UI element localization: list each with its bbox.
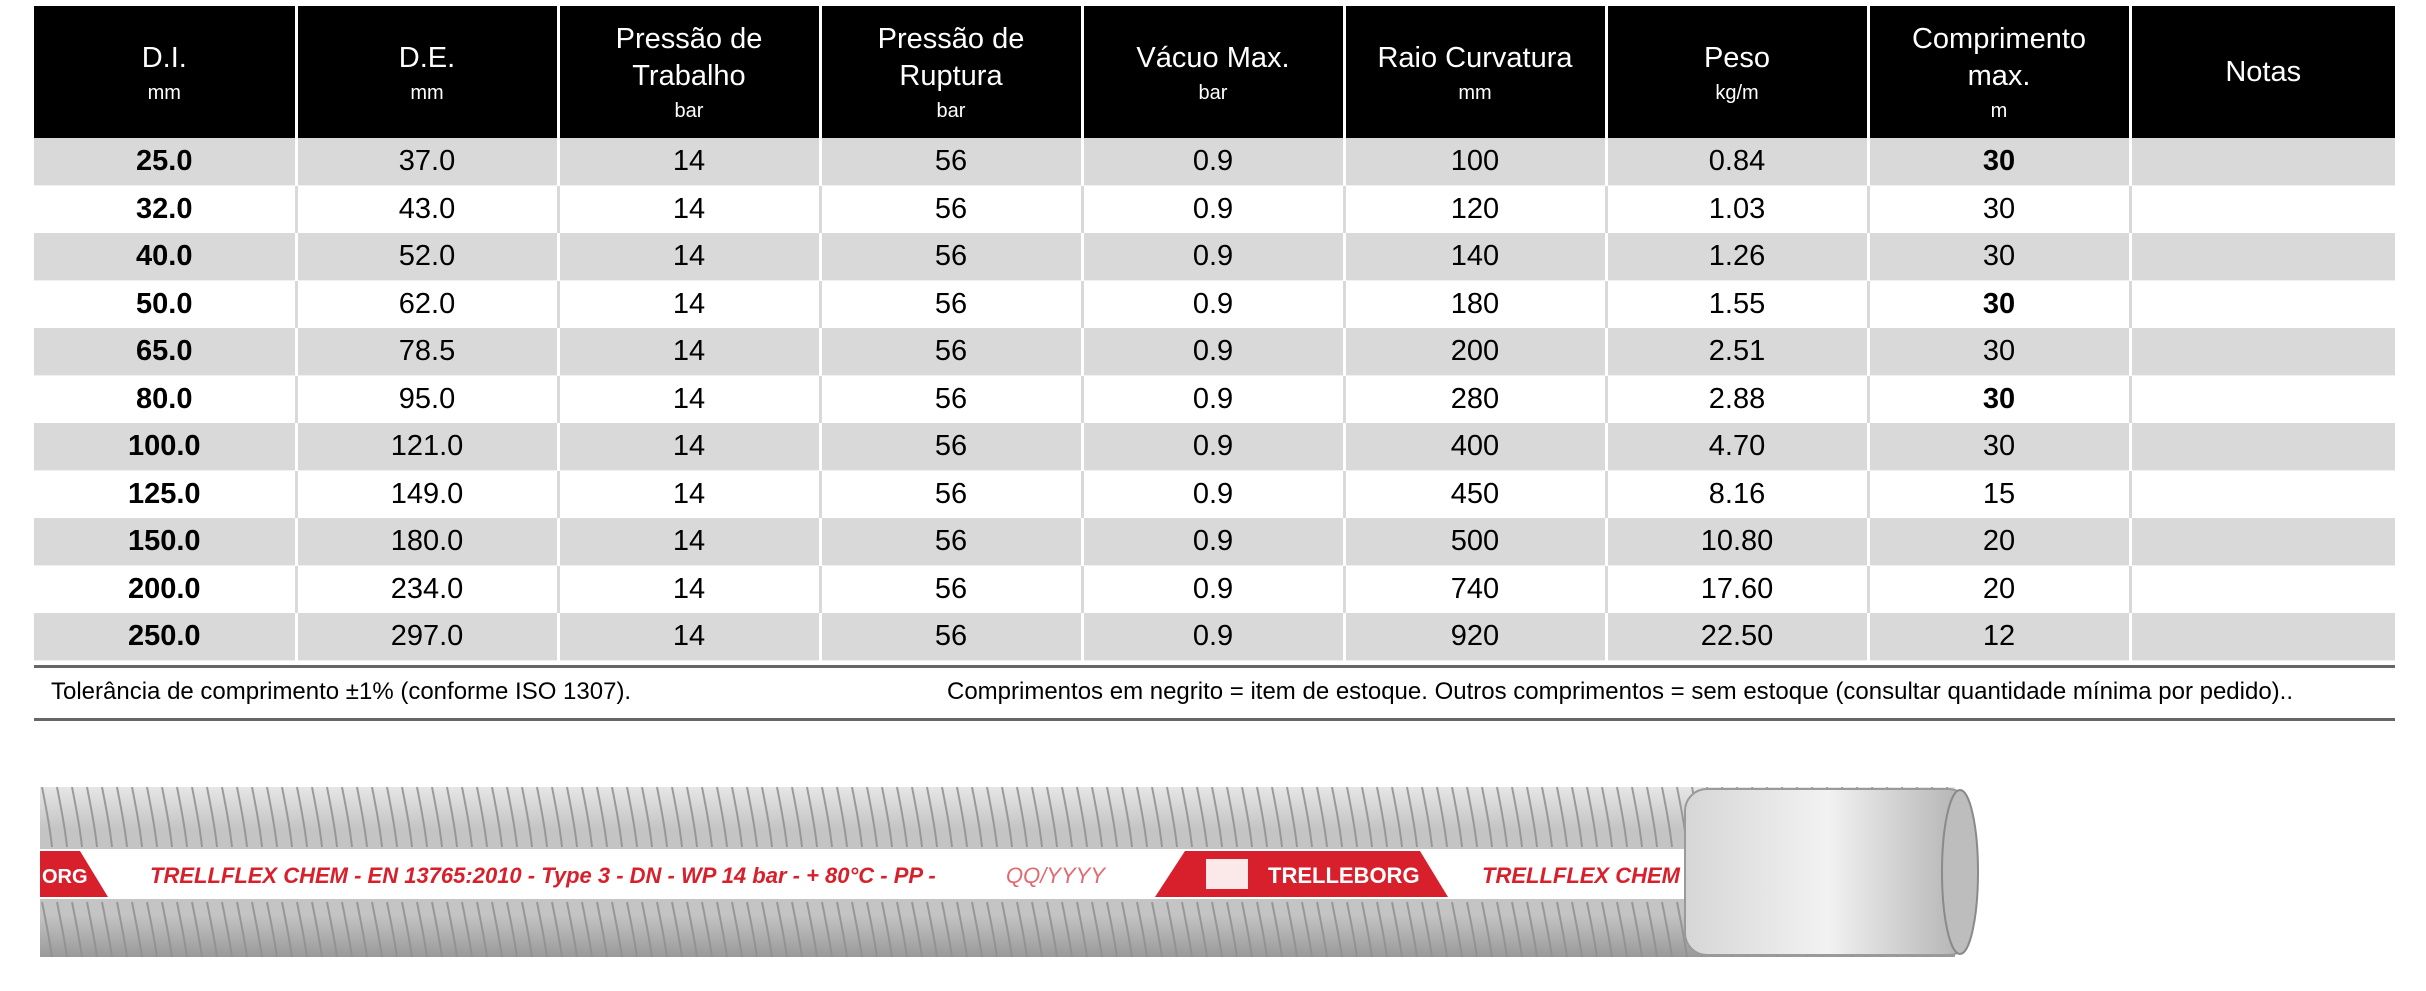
- column-header-label: D.E.: [398, 41, 456, 74]
- working-pressure-cell: 14: [558, 376, 820, 424]
- vacuum-cell: 0.9: [1082, 138, 1344, 186]
- outer-diameter-cell: 95.0: [296, 376, 558, 424]
- column-header-unit: bar: [674, 100, 704, 122]
- working-pressure-cell: 14: [558, 328, 820, 376]
- weight-cell: 0.84: [1606, 138, 1868, 186]
- bend-radius-cell: 200: [1344, 328, 1606, 376]
- inner-diameter-cell: 125.0: [34, 471, 296, 519]
- hose-brand-text-2: TRELLFLEX CHEM: [1482, 863, 1680, 888]
- inner-diameter-cell: 200.0: [34, 566, 296, 614]
- bend-radius-cell: 140: [1344, 233, 1606, 281]
- burst-pressure-cell: 56: [820, 281, 1082, 329]
- weight-cell: 2.88: [1606, 376, 1868, 424]
- bend-radius-cell: 400: [1344, 423, 1606, 471]
- max-length-cell: 20: [1868, 518, 2130, 566]
- notes-cell: [2130, 138, 2395, 186]
- vacuum-cell: 0.9: [1082, 186, 1344, 234]
- working-pressure-cell: 14: [558, 423, 820, 471]
- inner-diameter-cell: 25.0: [34, 138, 296, 186]
- max-length-cell: 12: [1868, 613, 2130, 661]
- bend-radius-cell: 280: [1344, 376, 1606, 424]
- working-pressure-cell: 14: [558, 138, 820, 186]
- hose-cut-end: [1685, 789, 1978, 955]
- working-pressure-cell: 14: [558, 233, 820, 281]
- bend-radius-cell: 740: [1344, 566, 1606, 614]
- working-pressure-cell: 14: [558, 281, 820, 329]
- table-row: [34, 423, 2395, 471]
- weight-cell: 22.50: [1606, 613, 1868, 661]
- column-header-unit: bar: [936, 100, 966, 122]
- inner-diameter-cell: 150.0: [34, 518, 296, 566]
- column-header: [2130, 6, 2395, 138]
- vacuum-cell: 0.9: [1082, 423, 1344, 471]
- column-header: [558, 6, 820, 138]
- bend-radius-cell: 100: [1344, 138, 1606, 186]
- column-header-label: Peso: [1703, 41, 1771, 74]
- working-pressure-cell: 14: [558, 518, 820, 566]
- notes-cell: [2130, 423, 2395, 471]
- max-length-cell: 30: [1868, 328, 2130, 376]
- max-length-cell: 30: [1868, 423, 2130, 471]
- column-header: [1344, 6, 1606, 138]
- table-row: [34, 328, 2395, 376]
- bend-radius-cell: 500: [1344, 518, 1606, 566]
- table-row: [34, 186, 2395, 234]
- max-length-cell: 30: [1868, 281, 2130, 329]
- inner-diameter-cell: 40.0: [34, 233, 296, 281]
- hose-date-code: QQ/YYYY: [1006, 863, 1106, 888]
- notes-cell: [2130, 613, 2395, 661]
- max-length-cell: 30: [1868, 376, 2130, 424]
- burst-pressure-cell: 56: [820, 376, 1082, 424]
- outer-diameter-cell: 43.0: [296, 186, 558, 234]
- notes-cell: [2130, 376, 2395, 424]
- vacuum-cell: 0.9: [1082, 233, 1344, 281]
- table-row: [34, 566, 2395, 614]
- outer-diameter-cell: 149.0: [296, 471, 558, 519]
- column-header-label: D.I.: [141, 41, 187, 74]
- vacuum-cell: 0.9: [1082, 613, 1344, 661]
- burst-pressure-cell: 56: [820, 518, 1082, 566]
- table-row: [34, 613, 2395, 661]
- max-length-cell: 30: [1868, 138, 2130, 186]
- burst-pressure-cell: 56: [820, 138, 1082, 186]
- table-body: [34, 138, 2395, 661]
- weight-cell: 1.26: [1606, 233, 1868, 281]
- max-length-cell: 15: [1868, 471, 2130, 519]
- burst-pressure-cell: 56: [820, 566, 1082, 614]
- column-header-label: Pressão de Trabalho: [615, 23, 763, 92]
- vacuum-cell: 0.9: [1082, 328, 1344, 376]
- hose-product-image: [40, 787, 1980, 957]
- working-pressure-cell: 14: [558, 613, 820, 661]
- notes-cell: [2130, 566, 2395, 614]
- outer-diameter-cell: 62.0: [296, 281, 558, 329]
- bend-radius-cell: 450: [1344, 471, 1606, 519]
- outer-diameter-cell: 52.0: [296, 233, 558, 281]
- column-header-label: Raio Curvatura: [1377, 41, 1573, 74]
- column-header: [34, 6, 296, 138]
- table-row: [34, 518, 2395, 566]
- trelleborg-logo-icon: [1206, 859, 1248, 889]
- vacuum-cell: 0.9: [1082, 471, 1344, 519]
- burst-pressure-cell: 56: [820, 471, 1082, 519]
- weight-cell: 4.70: [1606, 423, 1868, 471]
- working-pressure-cell: 14: [558, 186, 820, 234]
- burst-pressure-cell: 56: [820, 186, 1082, 234]
- notes-cell: [2130, 518, 2395, 566]
- vacuum-cell: 0.9: [1082, 566, 1344, 614]
- working-pressure-cell: 14: [558, 566, 820, 614]
- column-header: [1606, 6, 1868, 138]
- table-row: [34, 233, 2395, 281]
- column-header-unit: mm: [147, 81, 181, 104]
- tolerance-note: Tolerância de comprimento ±1% (conforme ISO 1307).: [51, 678, 632, 705]
- weight-cell: 10.80: [1606, 518, 1868, 566]
- column-header: [296, 6, 558, 138]
- notes-cell: [2130, 233, 2395, 281]
- stock-legend-note: Comprimentos em negrito = item de estoque. Outros comprimentos = sem estoque (consultar quantidade mínima por pedido)..: [947, 678, 2294, 705]
- weight-cell: 1.55: [1606, 281, 1868, 329]
- burst-pressure-cell: 56: [820, 233, 1082, 281]
- column-header-unit: mm: [1458, 81, 1492, 104]
- outer-diameter-cell: 78.5: [296, 328, 558, 376]
- column-header-label: Comprimento max.: [1911, 23, 2087, 92]
- bend-radius-cell: 920: [1344, 613, 1606, 661]
- bend-radius-cell: 120: [1344, 186, 1606, 234]
- weight-cell: 17.60: [1606, 566, 1868, 614]
- inner-diameter-cell: 250.0: [34, 613, 296, 661]
- burst-pressure-cell: 56: [820, 613, 1082, 661]
- max-length-cell: 30: [1868, 233, 2130, 281]
- outer-diameter-cell: 180.0: [296, 518, 558, 566]
- weight-cell: 8.16: [1606, 471, 1868, 519]
- inner-diameter-cell: 50.0: [34, 281, 296, 329]
- burst-pressure-cell: 56: [820, 423, 1082, 471]
- bend-radius-cell: 180: [1344, 281, 1606, 329]
- outer-diameter-cell: 234.0: [296, 566, 558, 614]
- outer-diameter-cell: 37.0: [296, 138, 558, 186]
- max-length-cell: 20: [1868, 566, 2130, 614]
- column-header: [1868, 6, 2130, 138]
- inner-diameter-cell: 80.0: [34, 376, 296, 424]
- column-header-unit: kg/m: [1715, 81, 1759, 104]
- outer-diameter-cell: 121.0: [296, 423, 558, 471]
- column-header-unit: m: [1990, 100, 2008, 122]
- table-row: [34, 471, 2395, 519]
- vacuum-cell: 0.9: [1082, 518, 1344, 566]
- weight-cell: 2.51: [1606, 328, 1868, 376]
- table-row: [34, 376, 2395, 424]
- trelleborg-logo-text: TRELLEBORG: [1268, 863, 1420, 888]
- inner-diameter-cell: 100.0: [34, 423, 296, 471]
- header-row: [34, 6, 2395, 138]
- spec-table: [34, 6, 2395, 661]
- notes-cell: [2130, 281, 2395, 329]
- outer-diameter-cell: 297.0: [296, 613, 558, 661]
- column-header-unit: bar: [1198, 81, 1228, 104]
- vacuum-cell: 0.9: [1082, 281, 1344, 329]
- inner-diameter-cell: 32.0: [34, 186, 296, 234]
- column-header-unit: mm: [410, 81, 444, 104]
- notes-cell: [2130, 186, 2395, 234]
- vacuum-cell: 0.9: [1082, 376, 1344, 424]
- column-header-label: Vácuo Max.: [1136, 41, 1290, 74]
- hose-edge-fragment: ORG: [42, 866, 88, 888]
- column-header: [820, 6, 1082, 138]
- weight-cell: 1.03: [1606, 186, 1868, 234]
- table-header: [34, 6, 2395, 138]
- notes-cell: [2130, 328, 2395, 376]
- notes-cell: [2130, 471, 2395, 519]
- burst-pressure-cell: 56: [820, 328, 1082, 376]
- inner-diameter-cell: 65.0: [34, 328, 296, 376]
- table-row: [34, 138, 2395, 186]
- working-pressure-cell: 14: [558, 471, 820, 519]
- column-header-label: Notas: [2225, 55, 2302, 88]
- column-header-label: Pressão de Ruptura: [877, 23, 1025, 92]
- hose-brand-text: TRELLFLEX CHEM - EN 13765:2010 - Type 3 - DN - WP 14 bar - + 80°C - PP -: [150, 863, 936, 888]
- column-header: [1082, 6, 1344, 138]
- table-footnotes: [34, 665, 2395, 721]
- table-row: [34, 281, 2395, 329]
- max-length-cell: 30: [1868, 186, 2130, 234]
